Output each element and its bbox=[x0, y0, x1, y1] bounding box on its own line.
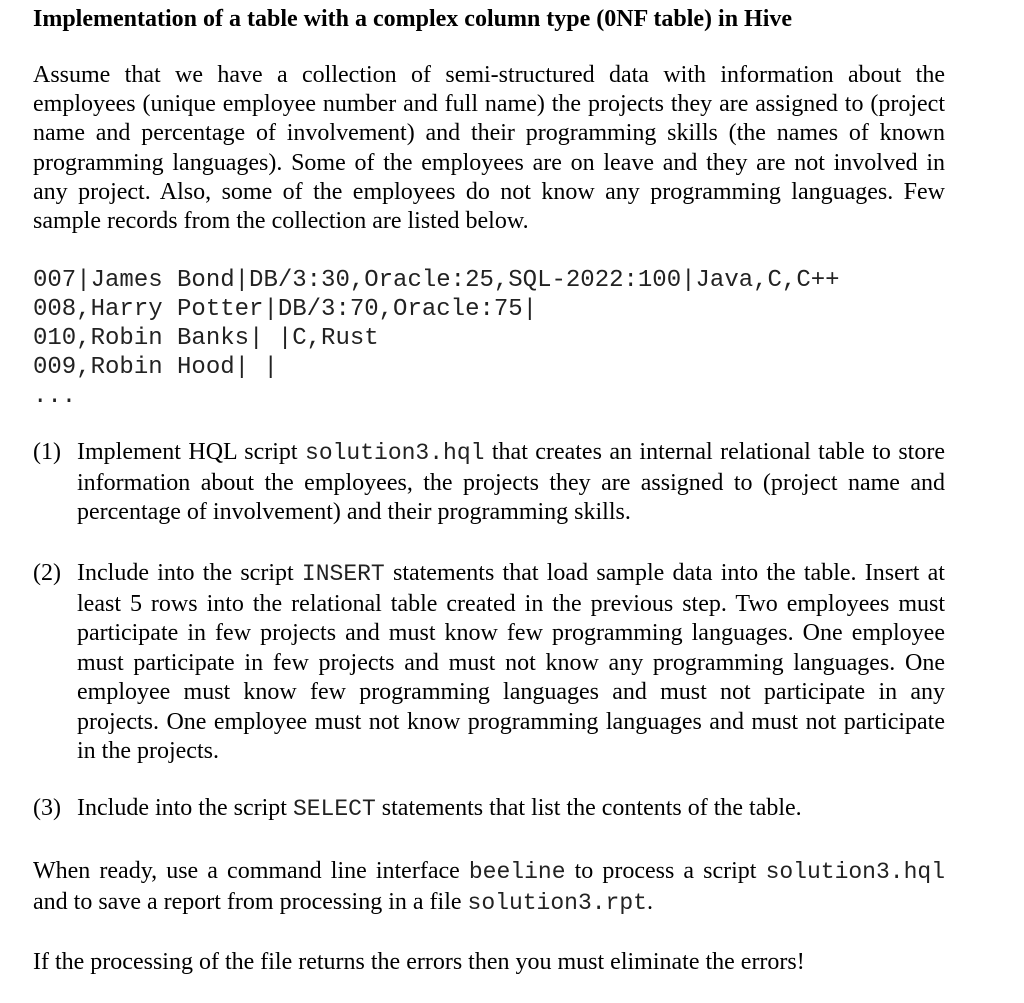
sample-records bbox=[33, 266, 840, 411]
final-text-part: . bbox=[646, 889, 653, 915]
final-instructions bbox=[33, 856, 945, 918]
intro-paragraph: Assume that we have a collection of semi-structured data with information about the employees (unique employee number and full name) the projects they are assigned to (project name and percentage of involvement) and their programming skills (the names of known programming languages). Some of the employees are on leave and they are not involved in any project. Also, some of the employees do not know any programming languages. Few sample records from the collection are listed below. bbox=[33, 62, 945, 235]
sample-record: 009,Robin Hood| | bbox=[33, 354, 278, 381]
sample-record: 010,Robin Banks| |C,Rust bbox=[33, 325, 379, 352]
sample-record: 007|James Bond|DB/3:30,Oracle:25,SQL-2022:100|Java,C,C++ bbox=[33, 267, 840, 294]
final-text-part: and to save a report from processing in a file bbox=[33, 889, 468, 915]
document-title: Implementation of a table with a complex column type (0NF table) in Hive bbox=[33, 6, 793, 32]
task-text-part: Include into the script bbox=[77, 795, 293, 821]
report-filename: solution3.rpt bbox=[467, 890, 647, 916]
select-keyword: SELECT bbox=[292, 796, 376, 822]
task-text-part: that creates an internal relational table to store information about the employees, the projects they are assigned to (project name and percentage of involvement) and their programming skills. bbox=[77, 439, 945, 525]
insert-keyword: INSERT bbox=[301, 561, 385, 587]
final-text-part: to process a script bbox=[565, 858, 766, 884]
sample-record-ellipsis: ... bbox=[33, 383, 77, 410]
task-number: (1) bbox=[33, 439, 61, 465]
beeline-command: beeline bbox=[468, 859, 566, 885]
sample-record: 008,Harry Potter|DB/3:70,Oracle:75| bbox=[33, 296, 538, 323]
task-1 bbox=[33, 438, 945, 528]
script-filename: solution3.hql bbox=[765, 859, 945, 885]
script-filename: solution3.hql bbox=[305, 440, 485, 466]
error-warning: If the processing of the file returns the errors then you must eliminate the errors! bbox=[33, 949, 805, 975]
task-text-part: Implement HQL script bbox=[77, 439, 306, 465]
task-3 bbox=[33, 794, 945, 825]
task-text-part: statements that load sample data into the table. Insert at least 5 rows into the relational table created in the previous step. Two employees must participate in few projects and must know few programming languages. One employee must participate in few projects and must not know any programming languages. One employee must know few programming languages and must not participate in any projects. One employee must not know programming languages and must not participate in the projects. bbox=[77, 560, 945, 764]
task-text-part: statements that list the contents of the table. bbox=[375, 795, 802, 821]
final-text-part: When ready, use a command line interface bbox=[33, 858, 469, 884]
task-text bbox=[77, 794, 945, 825]
task-text bbox=[77, 559, 945, 767]
task-2 bbox=[33, 559, 945, 767]
task-text bbox=[77, 438, 945, 528]
task-number: (3) bbox=[33, 795, 61, 821]
task-text-part: Include into the script bbox=[77, 560, 302, 586]
task-number: (2) bbox=[33, 560, 61, 586]
